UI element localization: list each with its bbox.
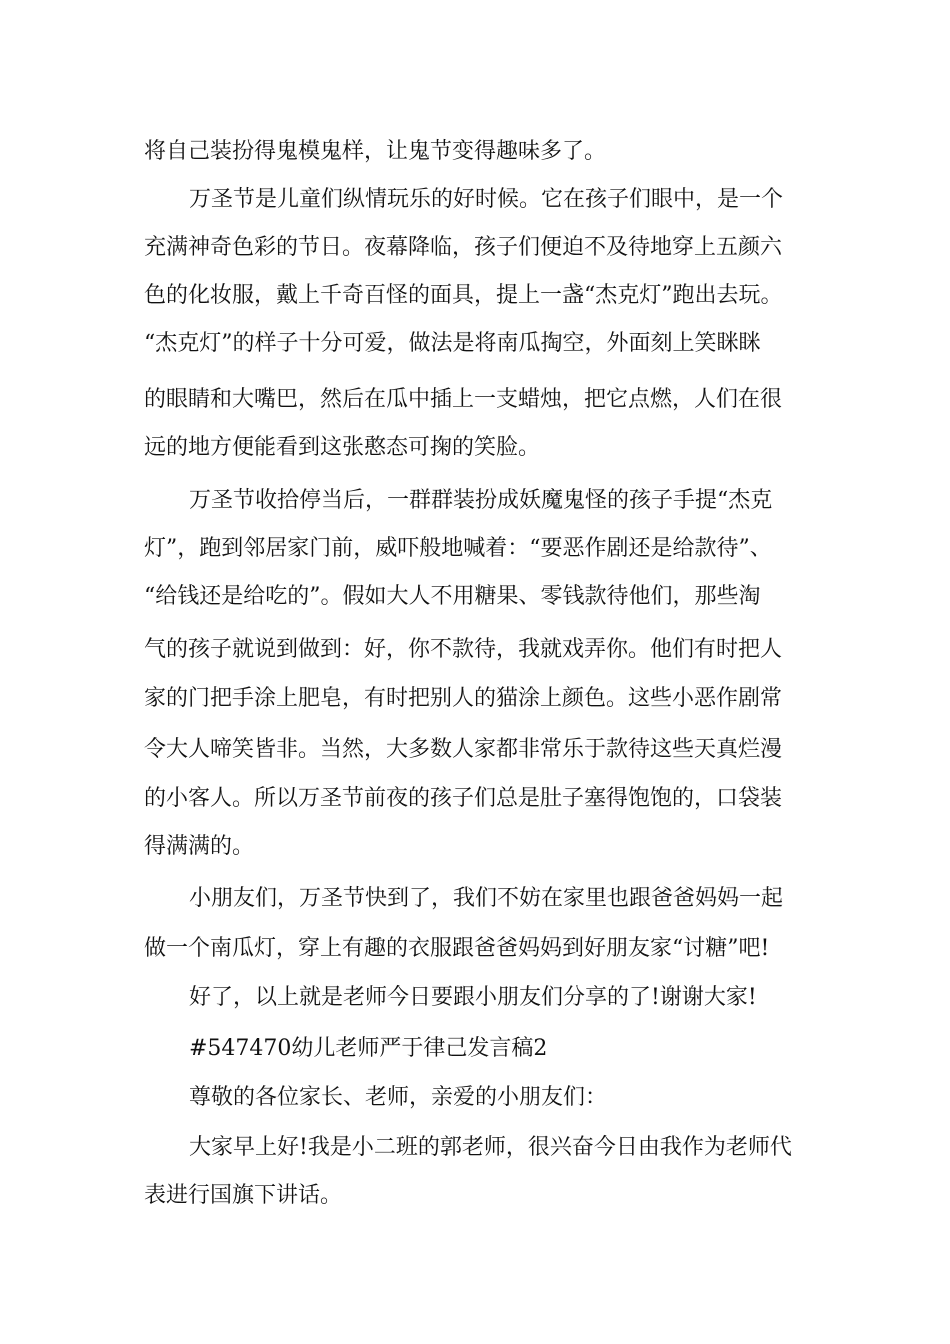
paragraph-first-line: 万圣节是儿童们纵情玩乐的好时候。它在孩子们眼中，是一个 xyxy=(189,187,784,212)
text-line: “给钱还是给吃的”。假如大人不用糖果、零钱款待他们，那些淘 xyxy=(144,584,761,609)
paragraph-first-line: 大家早上好!我是小二班的郭老师，很兴奋今日由我作为老师代 xyxy=(189,1135,792,1160)
text-line: 家的门把手涂上肥皂，有时把别人的猫涂上颜色。这些小恶作剧常 xyxy=(144,686,783,711)
text-line: 充满神奇色彩的节日。夜幕降临，孩子们便迫不及待地穿上五颜六 xyxy=(144,235,783,260)
text-line: 的眼睛和大嘴巴，然后在瓜中插上一支蜡烛，把它点燃，人们在很 xyxy=(144,387,783,412)
paragraph-first-line: 好了，以上就是老师今日要跟小朋友们分享的了!谢谢大家! xyxy=(189,985,757,1010)
text-line: 气的孩子就说到做到：好，你不款待，我就戏弄你。他们有时把人 xyxy=(144,637,783,662)
text-line: 做一个南瓜灯，穿上有趣的衣服跟爸爸妈妈到好朋友家“讨糖”吧! xyxy=(144,936,770,961)
section-heading: #547470幼儿老师严于律己发言稿2 xyxy=(189,1036,548,1061)
text-line: 将自己装扮得鬼模鬼样，让鬼节变得趣味多了。 xyxy=(144,139,607,164)
salutation: 尊敬的各位家长、老师，亲爱的小朋友们： xyxy=(189,1085,608,1110)
text-line: 表进行国旗下讲话。 xyxy=(144,1183,343,1208)
text-line: 远的地方便能看到这张憨态可掬的笑脸。 xyxy=(144,435,541,460)
text-line: “杰克灯”的样子十分可爱，做法是将南瓜掏空，外面刻上笑眯眯 xyxy=(144,331,761,356)
text-line: 色的化妆服，戴上千奇百怪的面具，提上一盏“杰克灯”跑出去玩。 xyxy=(144,283,783,308)
text-line: 灯”，跑到邻居家门前，威吓般地喊着：“要恶作剧还是给款待”、 xyxy=(144,536,772,561)
text-line: 令大人啼笑皆非。当然，大多数人家都非常乐于款待这些天真烂漫 xyxy=(144,737,783,762)
paragraph-first-line: 万圣节收拾停当后，一群群装扮成妖魔鬼怪的孩子手提“杰克 xyxy=(189,488,773,513)
paragraph-first-line: 小朋友们，万圣节快到了，我们不妨在家里也跟爸爸妈妈一起 xyxy=(189,886,784,911)
text-line: 得满满的。 xyxy=(144,834,255,859)
text-line: 的小客人。所以万圣节前夜的孩子们总是肚子塞得饱饱的，口袋装 xyxy=(144,786,783,811)
